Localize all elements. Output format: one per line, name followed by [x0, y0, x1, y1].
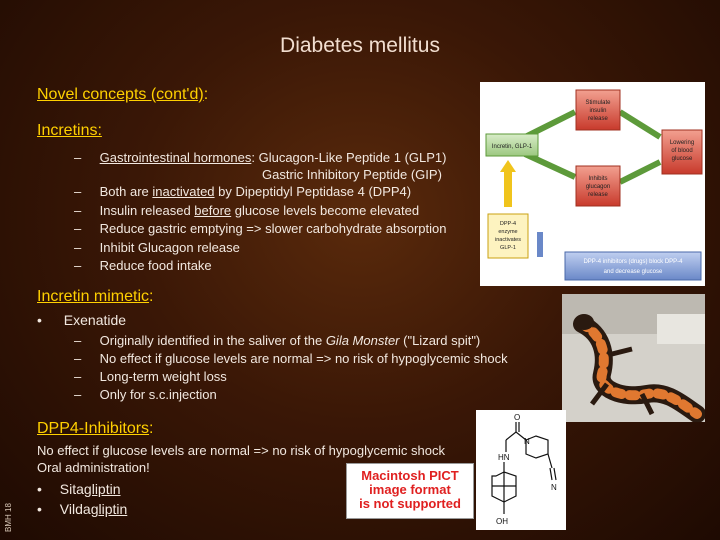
item-text: No effect if glucose levels are normal => no risk of hypoglycemic shock	[99, 351, 508, 366]
dash: –	[74, 333, 82, 348]
drug-vildagliptin	[37, 501, 127, 517]
dash: –	[74, 351, 82, 366]
incretin-item-1	[74, 150, 446, 165]
inhibits-text-1: Inhibits	[588, 176, 608, 182]
dash: –	[74, 240, 82, 255]
incretin-item-2	[74, 184, 411, 199]
drug-prefix: Vilda	[59, 501, 91, 517]
bullet: •	[37, 312, 42, 328]
vildagliptin-structure	[476, 410, 566, 530]
dpp4-text-2: enzyme	[498, 229, 518, 235]
dash: –	[74, 258, 82, 273]
incretin-item-3	[74, 203, 419, 218]
heading-colon: :	[149, 288, 154, 305]
incretin-diagram	[480, 82, 705, 286]
item-prefix: Gastrointestinal hormones	[99, 150, 252, 165]
bottom-text-1: DPP-4 inhibitors (drugs) block DPP-4	[583, 259, 683, 265]
dash: –	[74, 150, 82, 165]
lowering-text-1: Lowering	[669, 140, 695, 146]
section-incretin-mimetic	[37, 288, 153, 306]
dash: –	[74, 203, 82, 218]
atom-o: O	[514, 413, 521, 422]
slide-title: Diabetes mellitus	[280, 34, 440, 57]
dash: –	[74, 184, 82, 199]
dash: –	[74, 387, 82, 402]
molecule-svg	[476, 410, 566, 530]
item-italic: Gila Monster	[325, 333, 400, 348]
inhibits-text-3: release	[588, 192, 608, 198]
incretin-item-1b: Gastric Inhibitory Peptide (GIP)	[262, 167, 442, 182]
item-text: Reduce gastric emptying => slower carbohydrate absorption	[99, 221, 447, 236]
gila-monster-image	[562, 294, 705, 422]
item-underlined: before	[194, 203, 232, 218]
item-text: Only for s.c.injection	[99, 387, 217, 402]
item-text: : Glucagon-Like Peptide 1 (GLP1)	[251, 150, 447, 165]
item-pre: Originally identified in the saliver of the	[99, 333, 326, 348]
atom-n: N	[524, 437, 530, 446]
dpp4-text-4: GLP-1	[500, 245, 516, 251]
item-underlined: inactivated	[152, 184, 215, 199]
heading-novel-concepts: Novel concepts (cont'd)	[37, 86, 204, 103]
drug-suffix: gliptin	[83, 481, 121, 497]
item-post: by Dipeptidyl Peptidase 4 (DPP4)	[214, 184, 412, 199]
item-text: Reduce food intake	[99, 258, 212, 273]
drug-prefix: Sita	[59, 481, 84, 497]
incretin-item-6	[74, 258, 212, 273]
pict-line-3: is not supported	[359, 496, 461, 511]
mimetic-item-2	[74, 351, 508, 366]
arrow-to-inhibit	[525, 154, 575, 177]
lowering-text-3: glucose	[671, 156, 693, 162]
arrow-to-lowering-2	[620, 162, 660, 182]
item-text: Inhibit Glucagon release	[99, 240, 240, 255]
bottom-text-2: and decrease glucose	[603, 269, 663, 275]
heading-colon: :	[149, 420, 154, 437]
mimetic-item-3	[74, 369, 227, 384]
bullet: •	[37, 501, 42, 517]
dash: –	[74, 369, 82, 384]
dpp4-inhibitor-box	[565, 252, 701, 280]
section-novel-concepts	[37, 86, 208, 104]
bullet: •	[37, 481, 42, 497]
incretin-diagram-svg	[480, 82, 705, 286]
stimulate-text-2: insulin	[589, 108, 607, 114]
mimetic-item-4	[74, 387, 217, 402]
item-text: Long-term weight loss	[99, 369, 227, 384]
dpp4-line-2: Oral administration!	[37, 460, 150, 475]
incretin-item-5	[74, 240, 240, 255]
item-pre: Insulin released	[99, 203, 195, 218]
stimulate-text-3: release	[588, 116, 608, 122]
pict-line-2: image format	[369, 482, 451, 497]
lowering-text-2: of blood	[671, 148, 693, 154]
yellow-arrowhead	[500, 160, 516, 172]
item-post: ("Lizard spit")	[399, 333, 481, 348]
drug-sitagliptin	[37, 481, 121, 497]
incretin-box-text: Incretin, GLP-1	[491, 144, 533, 150]
item-post: glucose levels become elevated	[231, 203, 420, 218]
dpp4-line-1: No effect if glucose levels are normal => no risk of hypoglycemic shock	[37, 443, 446, 458]
dpp4-text-1: DPP-4	[499, 221, 517, 227]
incretin-item-4	[74, 221, 446, 236]
atom-oh: OH	[496, 517, 508, 526]
pict-placeholder	[346, 463, 474, 519]
gila-monster-photo	[562, 294, 705, 422]
section-dpp4-inhibitors	[37, 420, 154, 438]
exenatide-line	[37, 312, 126, 328]
mimetic-item-1	[74, 333, 480, 348]
dpp4-text-3: inactivates	[495, 237, 521, 243]
atom-n-nitrile: N	[551, 483, 557, 492]
heading-incretins: Incretins:	[37, 122, 102, 139]
drug-suffix: gliptin	[90, 501, 128, 517]
drug-exenatide: Exenatide	[63, 312, 127, 328]
stimulate-text-1: Stimulate	[585, 100, 611, 106]
side-label: BMH 18	[4, 503, 13, 532]
heading-incretin-mimetic: Incretin mimetic	[37, 288, 150, 305]
arrow-to-stimulate	[525, 112, 575, 137]
inhibits-text-2: glucagon	[585, 184, 611, 190]
dash: –	[74, 221, 82, 236]
heading-dpp4-inhibitors: DPP4-Inhibitors	[37, 420, 150, 437]
arrow-to-lowering	[620, 112, 660, 137]
item-pre: Both are	[99, 184, 153, 199]
atom-hn: HN	[498, 453, 510, 462]
heading-colon: :	[203, 86, 209, 103]
pict-line-1: Macintosh PICT	[361, 468, 459, 483]
